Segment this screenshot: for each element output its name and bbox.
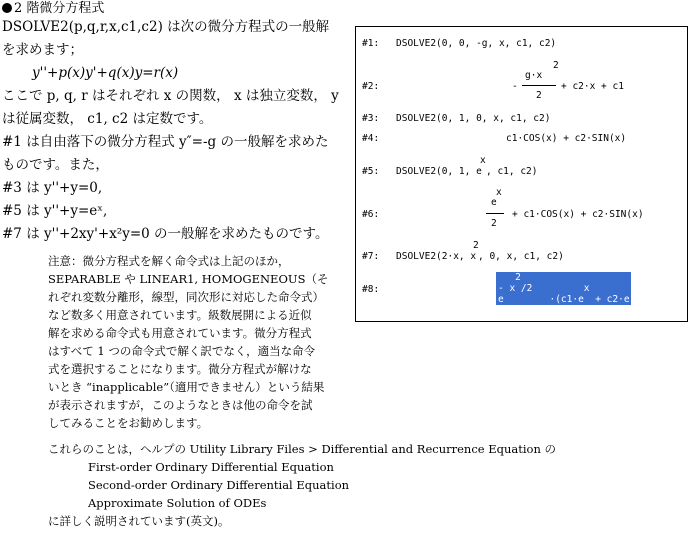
expr-5-sup: x <box>480 155 486 166</box>
expr-7a[interactable]: DSOLVE2(2·x, x <box>396 251 477 262</box>
derive-algebra-window <box>355 26 688 322</box>
expr-label-1: #1: <box>362 38 380 49</box>
intro-line-2: を求めます； <box>2 42 83 58</box>
expr-7b[interactable]: , 0, x, c1, c2) <box>478 251 564 262</box>
expr-2-rest: + c2·x + c1 <box>561 81 624 92</box>
note-line: いとき “inapplicable”（適用できません）という結果 <box>48 380 325 394</box>
expr-8-bot: e ·(c1·e + c2·e ) <box>498 294 647 305</box>
intro-line-4: は従属変数， c1, c2 は定数です。 <box>2 111 213 127</box>
refs-line-1: これらのことは，ヘルプの Utility Library Files > Differential and Recurrence Equation の <box>48 442 557 456</box>
note-line: が表示されますが，このようなときは他の命令を試 <box>48 398 313 412</box>
intro-line-3: ここで p, q, r はそれぞれ x の関数， x は独立変数， y <box>2 88 339 104</box>
selected-expression[interactable] <box>496 272 647 305</box>
expr-5b[interactable]: , c1, c2) <box>486 166 538 177</box>
refs-last-line: に詳しく説明されています(英文)。 <box>48 514 230 528</box>
fraction-bar <box>522 85 556 86</box>
intro-line-6: ものです。また， <box>2 157 109 173</box>
expr-6-den: 2 <box>491 218 497 229</box>
expr-label-8: #8: <box>362 284 380 295</box>
bullet-icon <box>2 3 12 13</box>
note-line: はすべて 1 つの命令式で解く訳でなく，適当な命令 <box>48 344 316 358</box>
expr-6-sup: x <box>496 187 502 198</box>
expr-label-6: #6: <box>362 209 380 220</box>
expr-label-2: #2: <box>362 81 380 92</box>
intro-line-1: DSOLVE2(p,q,r,x,c1,c2) は次の微分方程式の一般解 <box>2 19 330 35</box>
expr-8-top: 2 <box>498 272 521 283</box>
expr-5a[interactable]: DSOLVE2(0, 1, e <box>396 166 482 177</box>
intro-line-7: #3 は y''+y=0, <box>2 180 103 196</box>
note-line: 解を求める命令式も用意されています。微分方程式 <box>48 326 312 340</box>
expr-8-mid: - x /2 x -x <box>498 283 647 294</box>
ref-item[interactable]: Approximate Solution of ODEs <box>88 496 267 510</box>
intro-line-8: #5 は y''+y=eˣ, <box>2 203 108 219</box>
expr-6-rest: + c1·COS(x) + c2·SIN(x) <box>512 209 644 220</box>
note-line: れぞれ変数分離形，線型，同次形に対応した命令式） <box>48 290 324 304</box>
expr-7-sup: 2 <box>473 240 479 251</box>
expr-2-den: 2 <box>536 90 542 101</box>
equation: y''+p(x)y'+q(x)y=r(x) <box>32 65 179 81</box>
expr-label-4: #4: <box>362 133 380 144</box>
note-line: など数多く用意されています。級数展開による近似 <box>48 308 312 322</box>
expr-4[interactable]: c1·COS(x) + c2·SIN(x) <box>506 133 627 144</box>
note-line: 式を選択することになります。微分方程式が解けな <box>48 362 312 376</box>
heading-text: 2 階微分方程式 <box>14 1 105 16</box>
expr-6-num: e <box>491 197 497 208</box>
intro-line-5: #1 は自由落下の微分方程式 y″=-g の一般解を求めた <box>2 134 329 150</box>
intro-line-9: #7 は y''+2xy'+x²y=0 の一般解を求めたものです。 <box>2 226 329 242</box>
note-line: してみることをお勧めします。 <box>48 416 209 430</box>
expr-1[interactable]: DSOLVE2(0, 0, -g, x, c1, c2) <box>396 38 557 49</box>
expr-2-minus: - <box>512 81 518 92</box>
fraction-bar <box>486 213 504 214</box>
ref-item[interactable]: First-order Ordinary Differential Equation <box>88 460 334 474</box>
expr-2-sup: 2 <box>553 60 559 71</box>
expr-label-5: #5: <box>362 166 380 177</box>
note-line: SEPARABLE や LINEAR1, HOMOGENEOUS（そ <box>48 272 329 286</box>
expr-label-7: #7: <box>362 251 380 262</box>
expr-label-3: #3: <box>362 113 380 124</box>
note-line: 注意：微分方程式を解く命令式は上記のほか， <box>48 254 290 268</box>
expr-2-num: g·x <box>525 70 543 81</box>
ref-item[interactable]: Second-order Ordinary Differential Equation <box>88 478 350 492</box>
section-heading <box>2 0 104 17</box>
expr-3[interactable]: DSOLVE2(0, 1, 0, x, c1, c2) <box>396 113 551 124</box>
